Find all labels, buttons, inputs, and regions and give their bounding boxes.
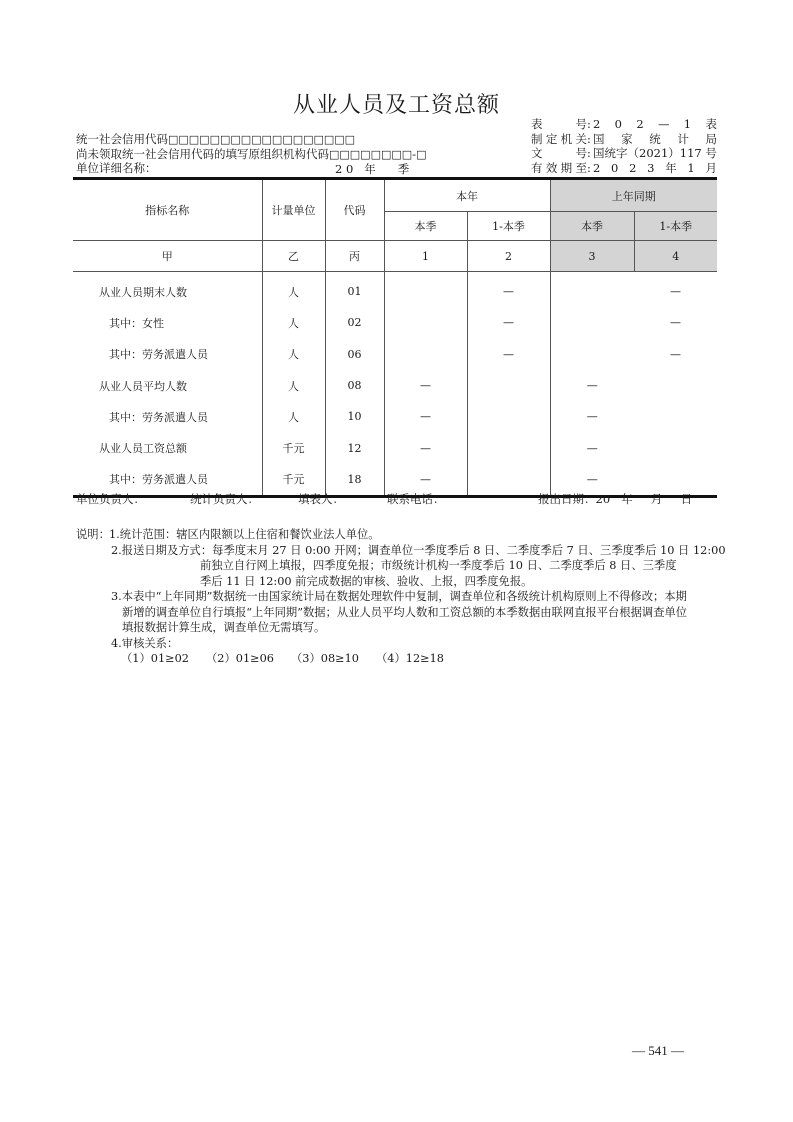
unit-cell: 人 <box>262 307 325 338</box>
audit-relation: （4）12≥18 <box>376 652 444 665</box>
meta-value-part: 国统字（2021）117 号 <box>593 146 717 160</box>
header-last-year-same-period: 上年同期 <box>550 179 717 212</box>
value-this-quarter[interactable]: — <box>384 370 467 401</box>
page-number: — 541 — <box>632 1043 684 1058</box>
meta-value <box>593 117 717 132</box>
value-this-quarter[interactable]: — <box>384 401 467 432</box>
col-code-1: 1 <box>384 241 467 272</box>
value-this-quarter-ly[interactable] <box>550 272 634 308</box>
meta-value-part: 统 <box>649 131 661 146</box>
credit-code-line <box>76 132 427 147</box>
value-this-quarter[interactable]: — <box>384 432 467 463</box>
note-line <box>76 605 721 621</box>
col-code-4: 4 <box>634 241 717 272</box>
unit-cell: 人 <box>262 339 325 370</box>
note-line <box>76 574 721 590</box>
meta-key-char: 号 <box>575 146 587 160</box>
col-code-jia: 甲 <box>73 241 262 272</box>
audit-relation: （3）08≥10 <box>291 652 359 665</box>
note-text: 填报数据计算生成，调查单位无需填写。 <box>122 621 326 634</box>
org-code-label: 尚未领取统一社会信用代码的填写原组织机构代码 <box>76 146 329 161</box>
table-row <box>73 432 717 463</box>
note-text: 季后 11 日 12:00 前完成数据的审核、验收、上报，四季度免报。 <box>200 574 533 588</box>
value-ytd-ly[interactable]: — <box>670 285 681 299</box>
org-code-boxes[interactable]: □□□□□□□□-□ <box>329 147 427 161</box>
value-this-quarter-ly[interactable]: — <box>550 370 634 401</box>
meta-value <box>593 132 717 147</box>
value-ytd-ly[interactable]: — <box>670 316 681 330</box>
meta-key <box>531 146 587 161</box>
note-line <box>76 527 721 543</box>
meta-key <box>531 161 587 176</box>
unit-cell: 人 <box>262 370 325 401</box>
form-meta-right <box>531 117 717 175</box>
meta-key-char: 制 <box>531 131 543 146</box>
stat-head-label: 统计负责人： <box>190 492 259 506</box>
value-ytd-ly[interactable] <box>634 401 717 432</box>
credit-code-boxes[interactable]: □□□□□□□□□□□□□□□□□□ <box>168 133 356 146</box>
meta-colon: : <box>587 117 591 131</box>
code-cell: 08 <box>325 370 384 401</box>
meta-key-char: 号 <box>575 117 587 131</box>
code-cell: 02 <box>325 307 384 338</box>
meta-colon: : <box>587 146 591 160</box>
code-cell: 01 <box>325 272 384 308</box>
form-title: 从业人员及工资总额 <box>292 93 500 118</box>
meta-value <box>593 146 717 161</box>
value-ytd[interactable] <box>467 401 550 432</box>
unit-head-label: 单位负责人： <box>76 492 145 506</box>
col-code-yi: 乙 <box>262 241 325 272</box>
meta-value-part: 0 <box>614 117 622 131</box>
audit-relation: （2）01≥06 <box>206 652 274 665</box>
col-code-2: 2 <box>467 241 550 272</box>
unit-name-label: 单位详细名称： <box>76 161 157 175</box>
indicator-name: 其中：劳务派遣人员 <box>73 464 262 497</box>
meta-key-char: 至 <box>575 160 587 175</box>
col-code-3: 3 <box>550 241 634 272</box>
value-this-quarter-ly[interactable] <box>550 307 634 338</box>
meta-value-part: 表 <box>705 117 717 131</box>
meta-value-part: 国 <box>593 131 605 146</box>
meta-value-part: 2 <box>593 117 601 131</box>
meta-key-char: 定 <box>545 131 558 146</box>
report-period: 2 0 年 季 <box>335 162 410 176</box>
unit-cell: 人 <box>262 272 325 308</box>
meta-value <box>593 161 717 176</box>
meta-value-part: 局 <box>705 131 717 146</box>
meta-key-char: 效 <box>545 160 558 175</box>
data-table-wrap <box>73 177 717 498</box>
header-ytd: 1-本季 <box>467 212 550 241</box>
header-code: 代码 <box>325 179 384 241</box>
note-text: 前独立自行网上填报，四季度免报；市级统计机构一季度季后 10 日、二季度季后 8 日、三季度 <box>200 559 677 572</box>
meta-value-part: 2 <box>593 160 601 175</box>
value-this-quarter-ly[interactable]: — <box>550 464 634 497</box>
value-ytd[interactable] <box>467 432 550 463</box>
code-cell: 06 <box>325 339 384 370</box>
meta-right-row <box>531 161 717 176</box>
indicator-name: 其中：女性 <box>73 307 262 338</box>
table-row <box>73 307 717 338</box>
note-text: 4.审核关系： <box>111 636 179 650</box>
meta-value-part: 家 <box>621 131 633 146</box>
meta-value-part: 0 <box>611 160 619 175</box>
meta-value-part: — <box>657 117 670 131</box>
notes-section <box>76 527 726 667</box>
meta-right-row <box>531 146 717 161</box>
code-cell: 12 <box>325 432 384 463</box>
meta-key-char: 文 <box>531 146 543 160</box>
value-this-quarter[interactable]: — <box>384 464 467 497</box>
header-this-year: 本年 <box>384 179 550 212</box>
audit-relations <box>76 651 721 667</box>
meta-key <box>531 132 587 147</box>
data-table <box>73 177 717 498</box>
value-this-quarter-ly[interactable] <box>550 339 634 370</box>
indicator-name: 其中：劳务派遣人员 <box>73 339 262 370</box>
note-line <box>76 589 721 605</box>
meta-value-part: 计 <box>677 131 689 146</box>
filler-label: 填表人： <box>298 492 344 506</box>
table-row <box>73 370 717 401</box>
meta-key-char: 期 <box>560 160 573 175</box>
org-code-line <box>76 147 427 162</box>
meta-value-part: 月 <box>705 160 717 175</box>
header-ytd-ly: 1-本季 <box>634 212 717 241</box>
meta-key <box>531 117 587 132</box>
meta-right-row <box>531 132 717 147</box>
note-line <box>76 620 721 636</box>
note-line <box>76 543 726 559</box>
code-cell: 10 <box>325 401 384 432</box>
unit-cell: 千元 <box>262 464 325 497</box>
report-date-label: 报出日期：20 年 月 日 <box>538 492 693 506</box>
note-text: 2.报送日期及方式：每季度末月 27 日 0:00 开网；调查单位一季度季后 8 日、二季度季后 7 日、三季度季后 10 日 12:00 <box>111 543 726 557</box>
unit-cell: 千元 <box>262 432 325 463</box>
meta-value-part: 3 <box>647 160 655 175</box>
meta-value-part: 年 <box>665 160 677 175</box>
signature-line <box>76 491 716 505</box>
table-row <box>73 272 717 308</box>
meta-key-char: 机 <box>560 131 573 146</box>
notes-label: 说明： <box>76 528 110 541</box>
meta-right-row <box>531 117 717 132</box>
value-this-quarter-ly[interactable]: — <box>550 401 634 432</box>
note-text: 新增的调查单位自行填报“上年同期”数据；从业人员平均人数和工资总额的本季数据由联网直报平台根据调查单位 <box>122 605 688 619</box>
meta-colon: : <box>587 160 591 175</box>
indicator-name: 从业人员期末人数 <box>73 272 262 308</box>
value-ytd[interactable]: — <box>467 307 550 338</box>
value-ytd[interactable]: — <box>467 272 550 308</box>
meta-value-part: 1 <box>683 117 692 131</box>
meta-value-part: 1 <box>687 160 695 175</box>
header-indicator: 指标名称 <box>73 179 262 241</box>
value-this-quarter[interactable] <box>384 307 467 338</box>
note-line <box>76 558 721 574</box>
table-row <box>73 339 717 370</box>
note-text: 1.统计范围：辖区内限额以上住宿和餐饮业法人单位。 <box>109 528 380 541</box>
value-this-quarter[interactable] <box>384 339 467 370</box>
code-cell: 18 <box>325 464 384 497</box>
header-unit: 计量单位 <box>262 179 325 241</box>
indicator-name: 其中：劳务派遣人员 <box>73 401 262 432</box>
table-row <box>73 401 717 432</box>
header-this-quarter: 本季 <box>384 212 467 241</box>
header-this-quarter-ly: 本季 <box>550 212 634 241</box>
note-text: 3.本表中“上年同期”数据统一由国家统计局在数据处理软件中复制，调查单位和各级统计机构原则上不得修改；本期 <box>111 590 687 603</box>
value-ytd[interactable] <box>467 370 550 401</box>
credit-code-label: 统一社会信用代码 <box>76 132 168 146</box>
value-ytd-ly[interactable] <box>634 370 717 401</box>
value-ytd-ly[interactable] <box>634 432 717 463</box>
indicator-name: 从业人员工资总额 <box>73 432 262 463</box>
value-this-quarter-ly[interactable]: — <box>550 432 634 463</box>
phone-label: 联系电话： <box>387 492 445 506</box>
value-ytd-ly[interactable]: — <box>670 347 681 361</box>
note-line <box>76 636 721 652</box>
value-this-quarter[interactable] <box>384 272 467 308</box>
meta-colon: : <box>587 131 591 146</box>
unit-cell: 人 <box>262 401 325 432</box>
audit-relation: （1）01≥02 <box>121 652 189 665</box>
meta-key-char: 表 <box>531 117 543 131</box>
indicator-name: 从业人员平均人数 <box>73 370 262 401</box>
meta-key-char: 有 <box>531 160 543 175</box>
value-ytd[interactable]: — <box>467 339 550 370</box>
meta-value-part: 2 <box>636 117 644 131</box>
meta-value-part: 2 <box>629 160 637 175</box>
col-code-bing: 丙 <box>325 241 384 272</box>
meta-key-char: 关 <box>575 131 587 146</box>
